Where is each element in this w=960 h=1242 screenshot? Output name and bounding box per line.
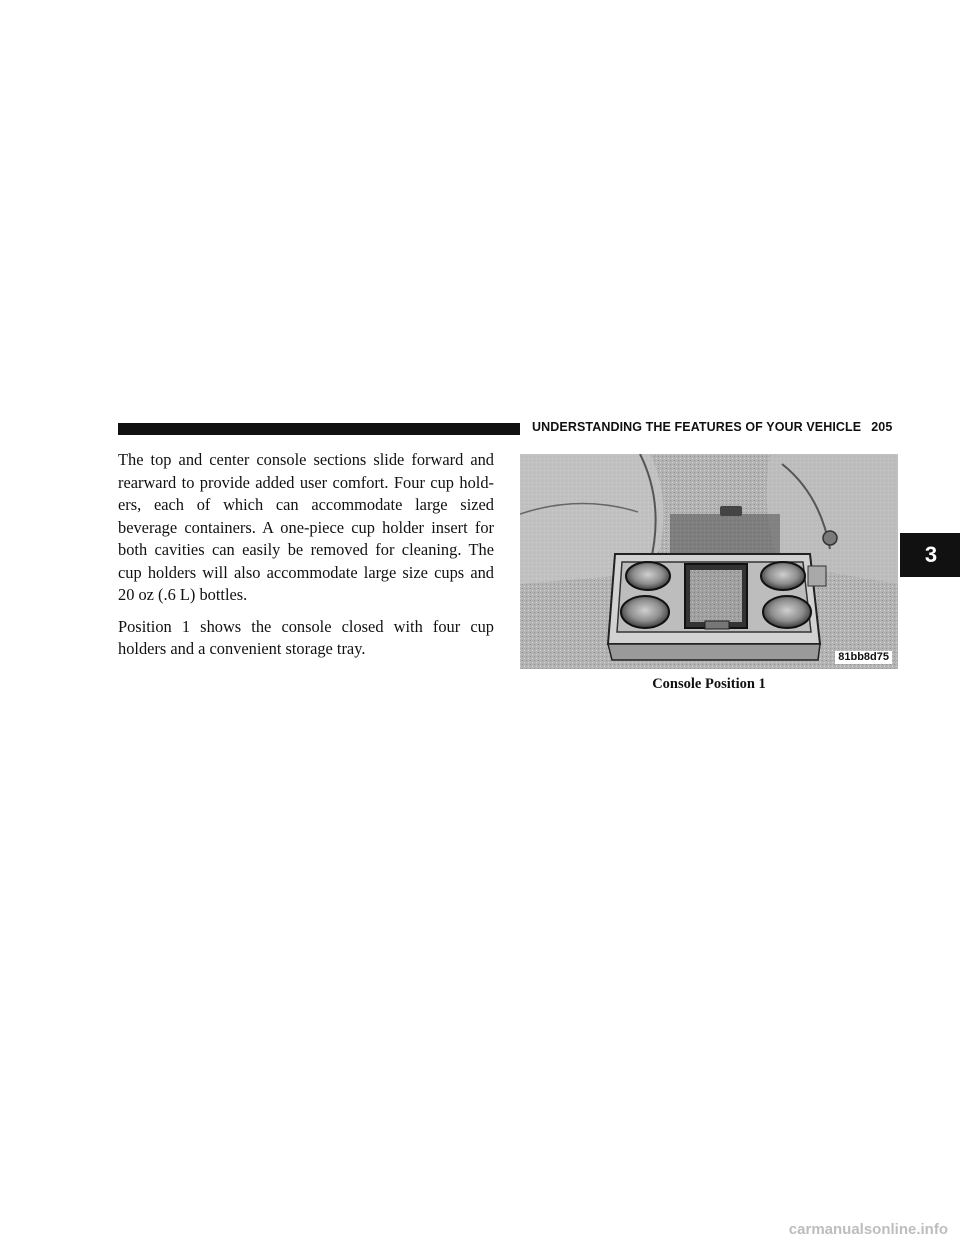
- header-rule: [118, 423, 520, 435]
- image-code: 81bb8d75: [835, 651, 892, 664]
- section-title: UNDERSTANDING THE FEATURES OF YOUR VEHICLE: [532, 420, 862, 434]
- console-illustration: [520, 454, 898, 669]
- chapter-tab: 3: [900, 533, 960, 577]
- paragraph-position-1: Position 1 shows the console closed with four cup holders and a convenient storage tray.: [118, 616, 494, 658]
- paragraph-console-slide: The top and center console sections slide forward and rearward to provide added user comfort. Four cup holders, each of which can accommodate large sized beverage containers. A one-piece cup holder insert for both cavities can easily be removed for cleaning. The cup holders will also accommodate large size cups and 20 oz (.6 L) bottles.: [118, 450, 494, 604]
- page-number: 205: [871, 420, 893, 434]
- running-header: [532, 420, 892, 434]
- figure-caption: Console Position 1: [652, 676, 766, 692]
- console-drawing: [520, 454, 898, 669]
- watermark: carmanualsonline.info: [788, 1221, 948, 1238]
- body-text: [118, 449, 494, 670]
